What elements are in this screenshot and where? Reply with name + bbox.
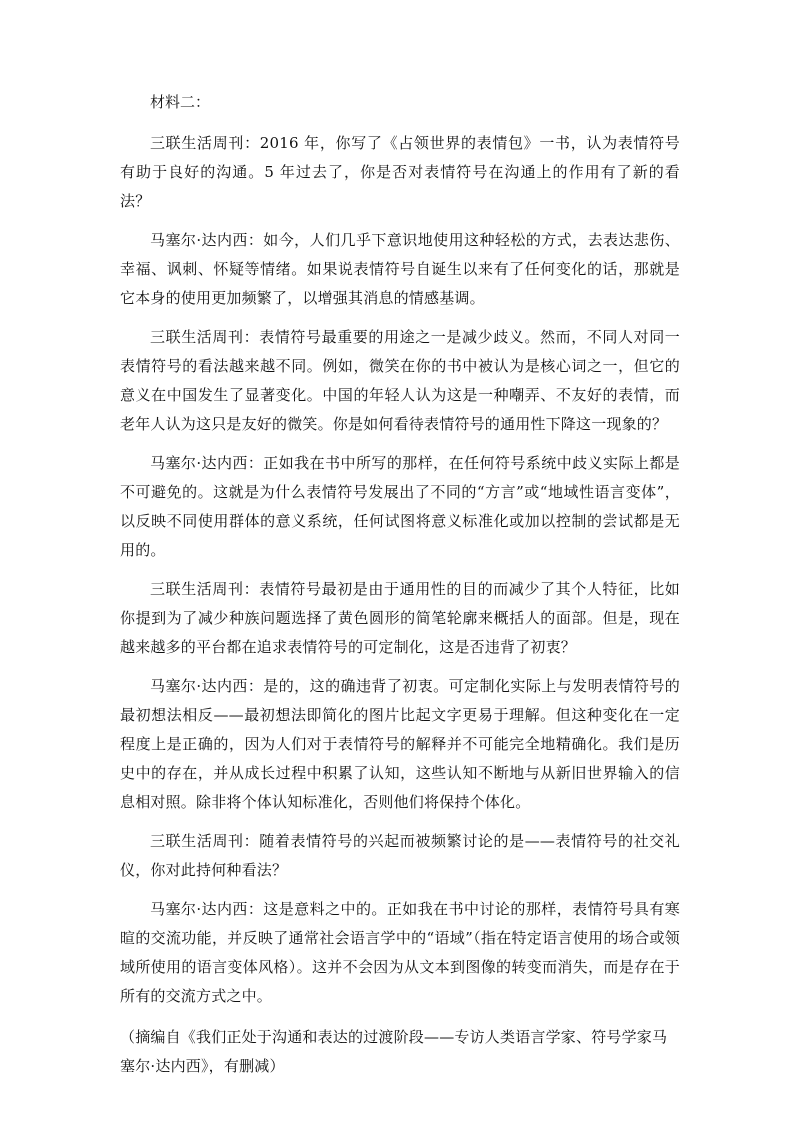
interview-question-2: 三联生活周刊：表情符号最重要的用途之一是减少歧义。然而，不同人对同一表情符号的看法越来越不同。例如，微笑在你的书中被认为是核心词之一，但它的意义在中国发生了显著变化。中国的年轻人认为这是一种嘲弄、不友好的表情，而老年人认为这只是友好的微笑。你是如何看待表情符号的通用性下降这一现象的？ [120, 328, 680, 433]
interview-answer-1: 马塞尔·达内西：如今，人们几乎下意识地使用这种轻松的方式，去表达悲伤、幸福、讽刺、怀疑等情绪。如果说表情符号自诞生以来有了任何变化的话，那就是它本身的使用更加频繁了，以增强其消息的情感基调。 [120, 231, 680, 307]
interview-answer-4: 马塞尔·达内西：这是意料之中的。正如我在书中讨论的那样，表情符号具有寒暄的交流功能，并反映了通常社会语言学中的“语域”（指在特定语言使用的场合或领域所使用的语言变体风格）。这并不会因为从文本到图像的转变而消失，而是存在于所有的交流方式之中。 [120, 900, 680, 1005]
source-note: （摘编自《我们正处于沟通和表达的过渡阶段——专访人类语言学家、符号学家马塞尔·达内西》，有删减） [120, 1028, 668, 1075]
interview-question-3: 三联生活周刊：表情符号最初是由于通用性的目的而减少了其个人特征，比如你提到为了减少种族问题选择了黄色圆形的简笔轮廓来概括人的面部。但是，现在越来越多的平台都在追求表情符号的可定制化，这是否违背了初衷？ [120, 580, 680, 656]
document-body [120, 88, 680, 1081]
interview-question-1: 三联生活周刊：2016 年，你写了《占领世界的表情包》一书，认为表情符号有助于良好的沟通。5 年过去了，你是否对表情符号在沟通上的作用有了新的看法？ [120, 134, 680, 210]
interview-answer-2: 马塞尔·达内西：正如我在书中所写的那样，在任何符号系统中歧义实际上都是不可避免的。这就是为什么表情符号发展出了不同的“方言”或“地域性语言变体”，以反映不同使用群体的意义系统，任何试图将意义标准化或加以控制的尝试都是无用的。 [120, 454, 680, 559]
section-heading: 材料二： [150, 93, 211, 111]
interview-answer-3: 马塞尔·达内西：是的，这的确违背了初衷。可定制化实际上与发明表情符号的最初想法相反——最初想法即简化的图片比起文字更易于理解。但这种变化在一定程度上是正确的，因为人们对于表情符号的解释并不可能完全地精确化。我们是历史中的存在，并从成长过程中积累了认知，这些认知不断地与从新旧世界输入的信息相对照。除非将个体认知标准化，否则他们将保持个体化。 [120, 677, 680, 811]
interview-question-4: 三联生活周刊：随着表情符号的兴起而被频繁讨论的是——表情符号的社交礼仪，你对此持何种看法？ [120, 832, 680, 879]
